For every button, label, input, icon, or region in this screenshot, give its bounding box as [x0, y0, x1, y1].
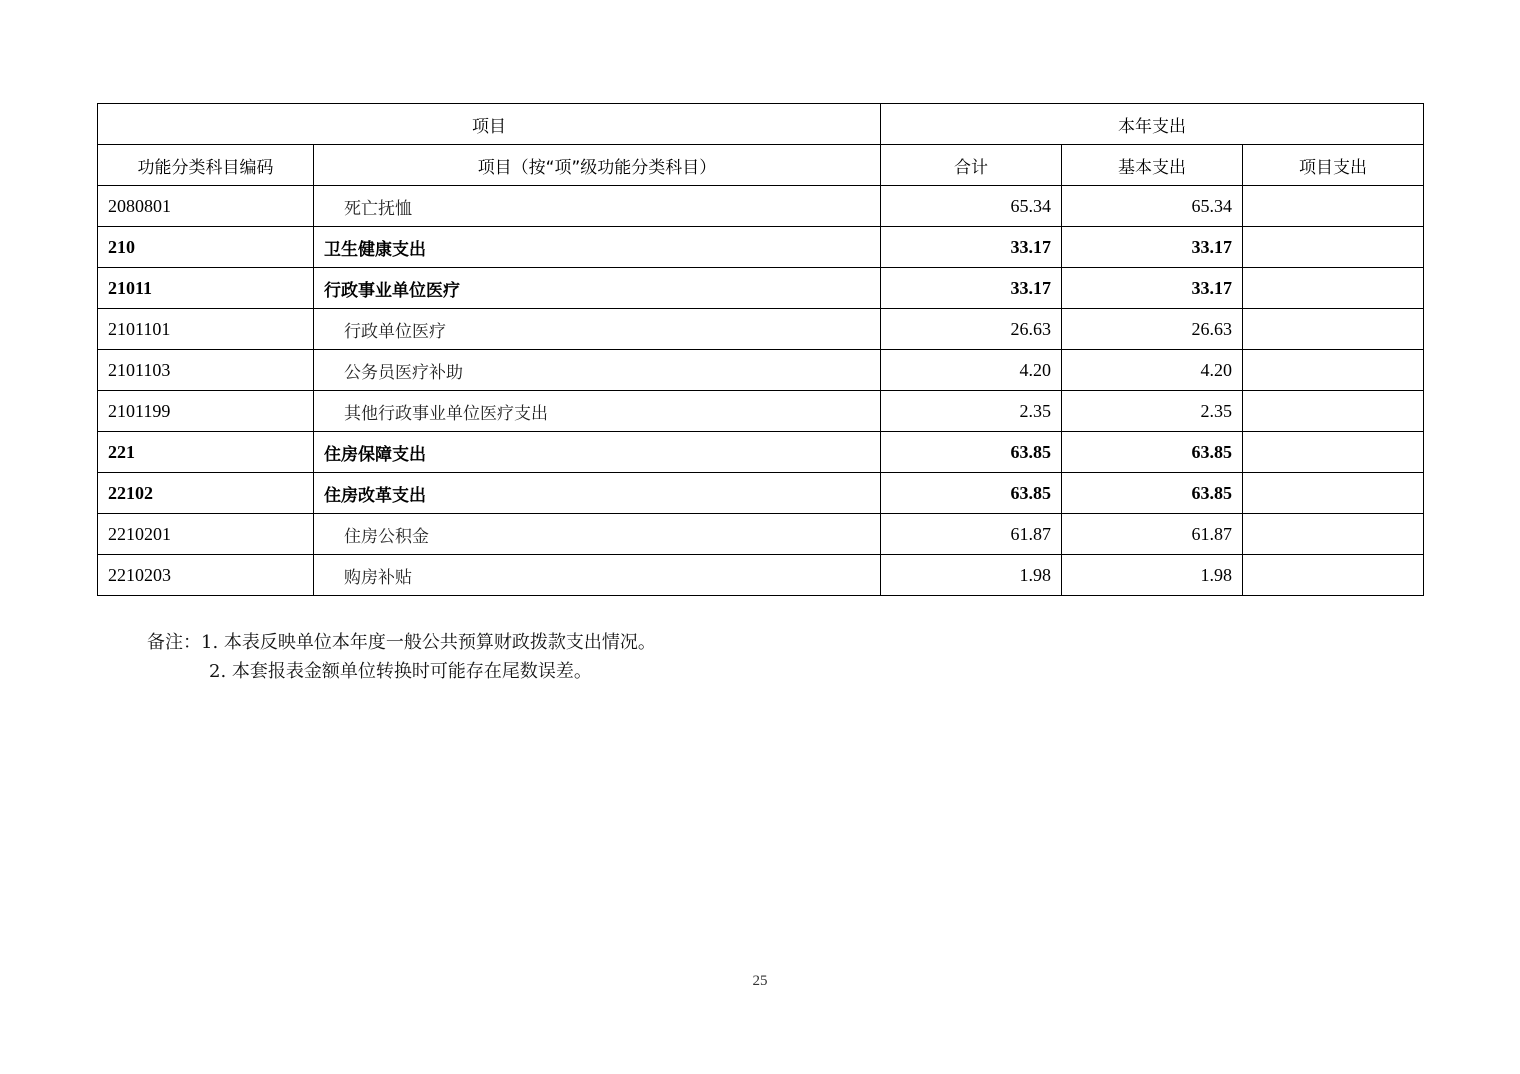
cell-basic: 2.35 [1062, 391, 1243, 432]
table-row [98, 268, 1424, 309]
table-body [98, 186, 1424, 596]
cell-project [1243, 432, 1424, 473]
header-project: 项目支出 [1243, 145, 1424, 186]
cell-code: 21011 [98, 268, 314, 309]
cell-name: 行政单位医疗 [314, 309, 881, 350]
page-number: 25 [752, 973, 768, 989]
cell-basic: 33.17 [1062, 268, 1243, 309]
header-item: 项目 [98, 104, 881, 145]
cell-total: 1.98 [881, 555, 1062, 596]
cell-code: 2101103 [98, 350, 314, 391]
cell-name: 住房公积金 [314, 514, 881, 555]
table-header-sub [98, 145, 1424, 186]
table-row [98, 186, 1424, 227]
cell-code: 2101199 [98, 391, 314, 432]
cell-total: 63.85 [881, 432, 1062, 473]
cell-code: 2210203 [98, 555, 314, 596]
cell-basic: 4.20 [1062, 350, 1243, 391]
cell-total: 2.35 [881, 391, 1062, 432]
table-header-top [98, 104, 1424, 145]
cell-total: 65.34 [881, 186, 1062, 227]
cell-code: 210 [98, 227, 314, 268]
cell-total: 33.17 [881, 227, 1062, 268]
cell-basic: 61.87 [1062, 514, 1243, 555]
table-row [98, 227, 1424, 268]
table-row [98, 432, 1424, 473]
cell-project [1243, 309, 1424, 350]
cell-project [1243, 514, 1424, 555]
cell-total: 26.63 [881, 309, 1062, 350]
cell-name: 住房保障支出 [314, 432, 881, 473]
cell-code: 2210201 [98, 514, 314, 555]
expense-table [97, 103, 1424, 596]
cell-basic: 1.98 [1062, 555, 1243, 596]
cell-code: 2101101 [98, 309, 314, 350]
cell-basic: 63.85 [1062, 432, 1243, 473]
header-total: 合计 [881, 145, 1062, 186]
footnote-1: 备注：1. 本表反映单位本年度一般公共预算财政拨款支出情况。 [147, 632, 656, 653]
cell-name: 死亡抚恤 [314, 186, 881, 227]
cell-project [1243, 555, 1424, 596]
cell-project [1243, 186, 1424, 227]
cell-basic: 63.85 [1062, 473, 1243, 514]
footnotes [147, 628, 656, 686]
cell-name: 卫生健康支出 [314, 227, 881, 268]
cell-name: 住房改革支出 [314, 473, 881, 514]
cell-project [1243, 391, 1424, 432]
header-current-year-expense: 本年支出 [881, 104, 1424, 145]
cell-basic: 26.63 [1062, 309, 1243, 350]
cell-total: 33.17 [881, 268, 1062, 309]
cell-total: 4.20 [881, 350, 1062, 391]
cell-project [1243, 268, 1424, 309]
cell-basic: 33.17 [1062, 227, 1243, 268]
cell-code: 22102 [98, 473, 314, 514]
cell-basic: 65.34 [1062, 186, 1243, 227]
cell-name: 行政事业单位医疗 [314, 268, 881, 309]
cell-name: 公务员医疗补助 [314, 350, 881, 391]
cell-name: 其他行政事业单位医疗支出 [314, 391, 881, 432]
table-row [98, 473, 1424, 514]
header-basic: 基本支出 [1062, 145, 1243, 186]
table-row [98, 309, 1424, 350]
footnote-2: 2. 本套报表金额单位转换时可能存在尾数误差。 [209, 661, 592, 682]
header-name: 项目（按“项”级功能分类科目） [314, 145, 881, 186]
cell-project [1243, 350, 1424, 391]
cell-code: 221 [98, 432, 314, 473]
cell-name: 购房补贴 [314, 555, 881, 596]
cell-total: 61.87 [881, 514, 1062, 555]
table-row [98, 555, 1424, 596]
table-row [98, 350, 1424, 391]
table-row [98, 391, 1424, 432]
cell-code: 2080801 [98, 186, 314, 227]
header-code: 功能分类科目编码 [98, 145, 314, 186]
cell-project [1243, 227, 1424, 268]
cell-project [1243, 473, 1424, 514]
cell-total: 63.85 [881, 473, 1062, 514]
table-row [98, 514, 1424, 555]
